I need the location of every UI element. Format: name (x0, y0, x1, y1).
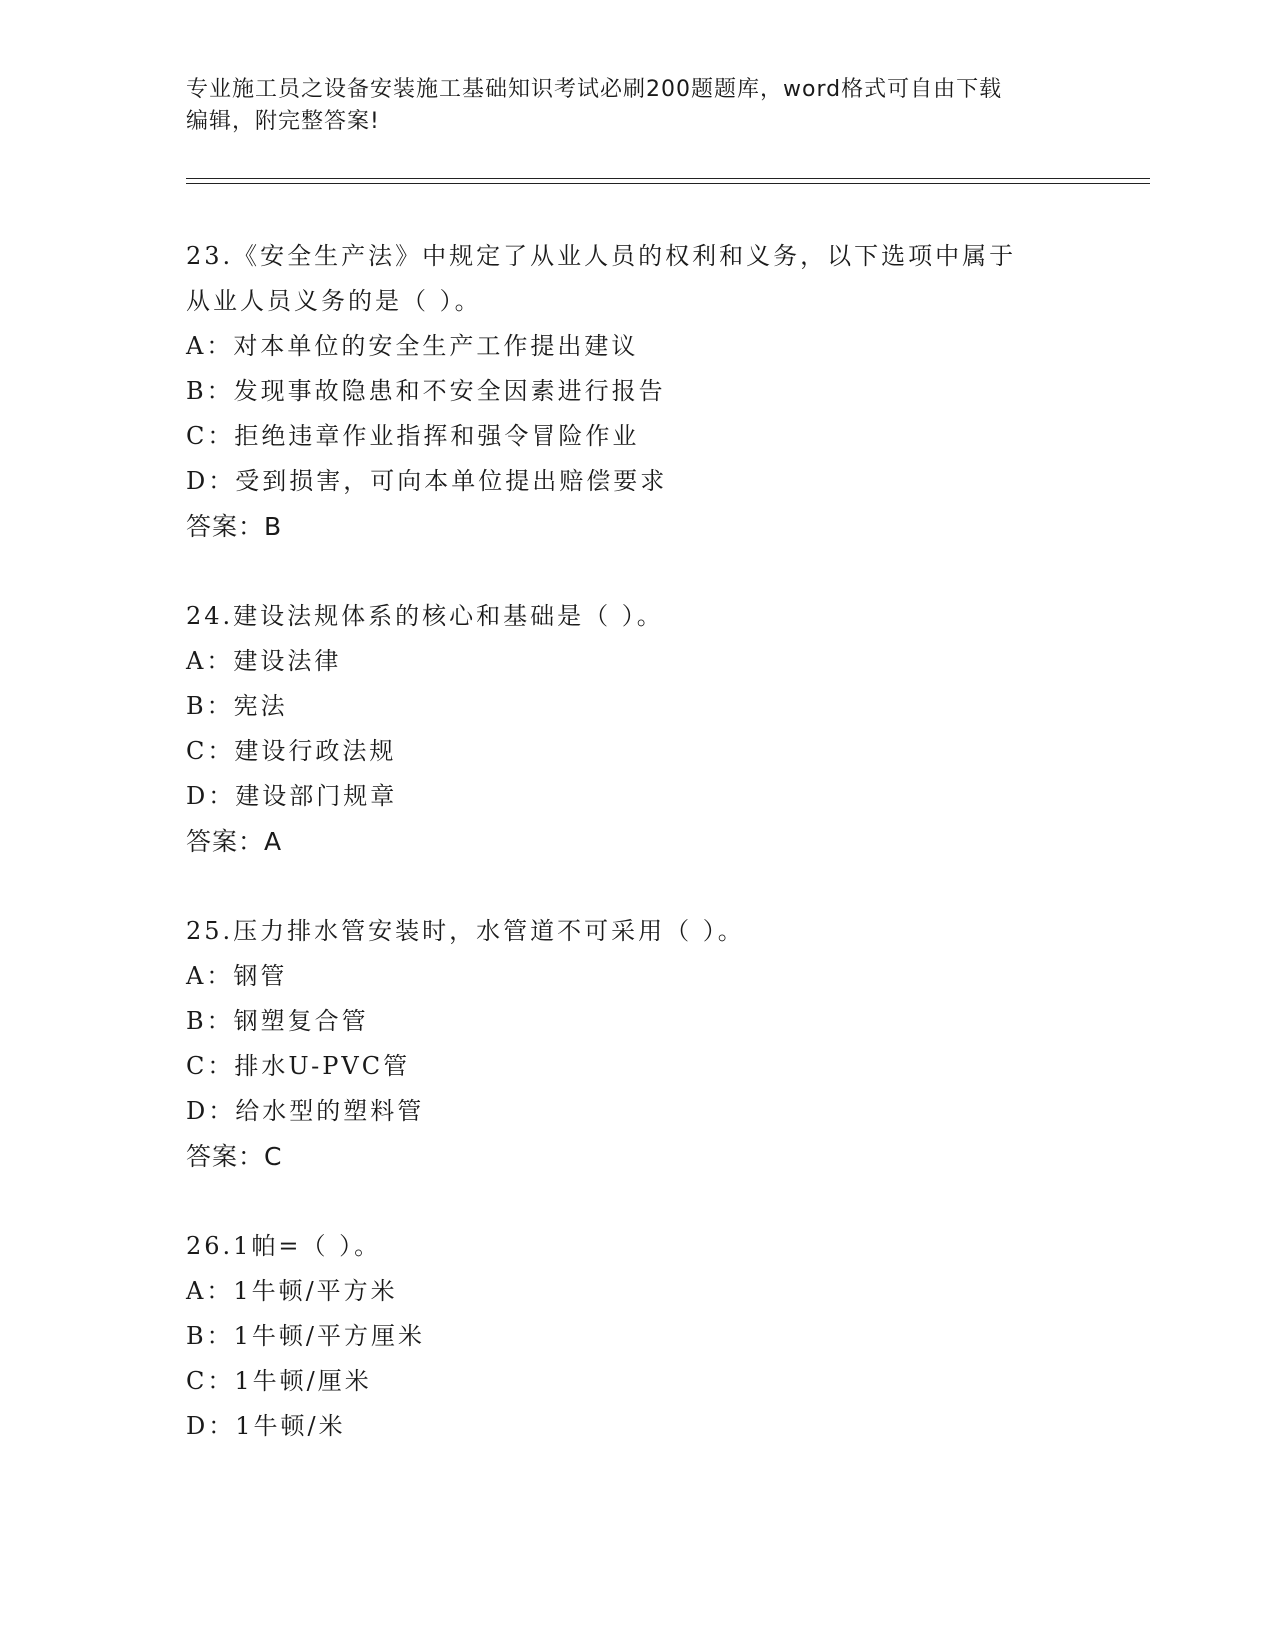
option-b: B：钢塑复合管 (186, 1007, 369, 1035)
option-c: C：1牛顿/厘米 (186, 1367, 372, 1395)
document-header (186, 74, 1066, 138)
answer-label: 答案：C (186, 1142, 283, 1171)
option-b: B：宪法 (186, 692, 288, 720)
question-stem: 26.1帕=（ ）。 (186, 1232, 382, 1260)
option-a: A：对本单位的安全生产工作提出建议 (186, 332, 639, 360)
option-d: D：给水型的塑料管 (186, 1097, 425, 1125)
header-divider-bottom (186, 183, 1150, 184)
option-c: C：拒绝违章作业指挥和强令冒险作业 (186, 422, 640, 450)
question-23 (186, 234, 1106, 549)
question-25 (186, 909, 1106, 1179)
option-a: A：建设法律 (186, 647, 342, 675)
answer-label: 答案：B (186, 512, 283, 541)
option-b: B：1牛顿/平方厘米 (186, 1322, 425, 1350)
option-a: A：钢管 (186, 962, 288, 990)
question-26 (186, 1224, 1106, 1449)
option-d: D：建设部门规章 (186, 782, 398, 810)
header-divider-top (186, 178, 1150, 179)
question-stem: 24.建设法规体系的核心和基础是（ ）。 (186, 602, 664, 630)
question-stem-continued: 从业人员义务的是（ ）。 (186, 287, 482, 315)
header-title-line-1: 专业施工员之设备安装施工基础知识考试必刷200题题库，word格式可自由下载 (186, 77, 1003, 102)
question-24 (186, 594, 1106, 864)
option-d: D：受到损害，可向本单位提出赔偿要求 (186, 467, 668, 495)
question-stem: 25.压力排水管安装时，水管道不可采用（ ）。 (186, 917, 745, 945)
header-title-line-2: 编辑，附完整答案! (186, 109, 380, 134)
question-list (186, 234, 1106, 1494)
option-d: D：1牛顿/米 (186, 1412, 346, 1440)
question-stem: 23.《安全生产法》中规定了从业人员的权利和义务，以下选项中属于 (186, 242, 1017, 270)
option-b: B：发现事故隐患和不安全因素进行报告 (186, 377, 666, 405)
answer-label: 答案：A (186, 827, 283, 856)
option-c: C：排水U-PVC管 (186, 1052, 411, 1080)
option-c: C：建设行政法规 (186, 737, 397, 765)
option-a: A：1牛顿/平方米 (186, 1277, 398, 1305)
